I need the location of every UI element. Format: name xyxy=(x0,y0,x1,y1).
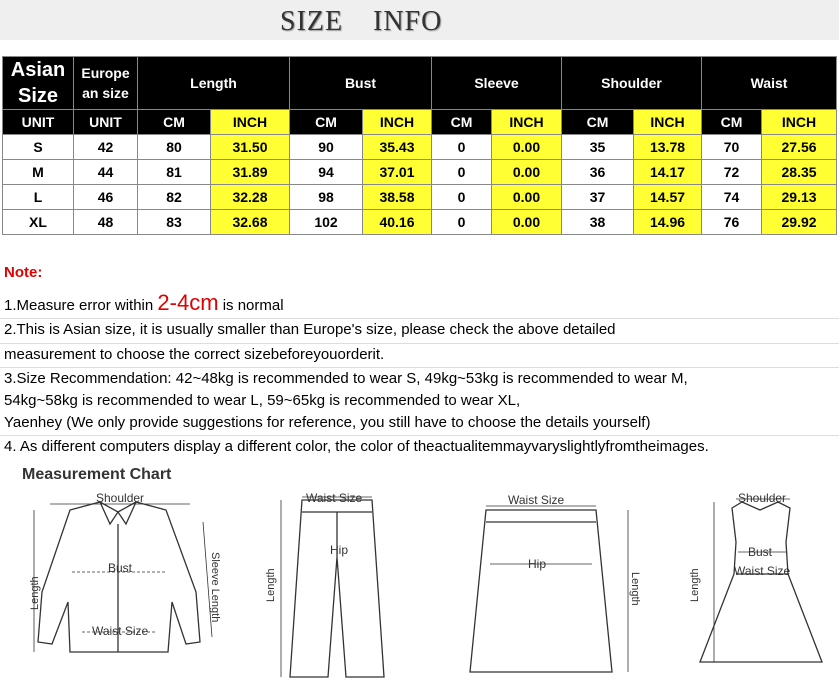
divider xyxy=(0,367,839,368)
shirt-bust-label: Bust xyxy=(108,561,133,575)
divider xyxy=(0,435,839,436)
title-size: SIZE xyxy=(280,6,344,37)
table-cell: 74 xyxy=(702,185,762,210)
table-row xyxy=(3,135,837,160)
table-cell: 38 xyxy=(562,210,634,235)
table-cell: 42 xyxy=(74,135,138,160)
shirt-shoulder-label: Shoulder xyxy=(96,491,145,505)
size-table xyxy=(2,56,837,235)
dress-length-label: Length xyxy=(689,568,701,602)
table-cell: 94 xyxy=(290,160,363,185)
measurement-chart-title: Measurement Chart xyxy=(22,466,172,483)
pants-hip-label: Hip xyxy=(330,543,349,557)
table-cell: 0 xyxy=(432,210,492,235)
table-cell: 44 xyxy=(74,160,138,185)
table-cell: 35 xyxy=(562,135,634,160)
table-cell: 14.96 xyxy=(634,210,702,235)
table-cell: 40.16 xyxy=(363,210,432,235)
table-cell: 31.50 xyxy=(211,135,290,160)
table-cell: 27.56 xyxy=(762,135,837,160)
note-line-6: Yaenhey (We only provide suggestions for reference, you still have to choose the details yourself) xyxy=(4,414,651,431)
title-bar xyxy=(0,0,839,40)
unit-cell: UNIT xyxy=(3,110,74,135)
header-bust: Bust xyxy=(290,57,432,110)
unit-cell: INCH xyxy=(492,110,562,135)
dress-shoulder-label: Shoulder xyxy=(738,491,787,505)
table-row xyxy=(3,160,837,185)
table-cell: 13.78 xyxy=(634,135,702,160)
table-cell: 72 xyxy=(702,160,762,185)
table-cell: 0.00 xyxy=(492,185,562,210)
table-cell: 0.00 xyxy=(492,135,562,160)
unit-cell: INCH xyxy=(634,110,702,135)
table-cell: 37.01 xyxy=(363,160,432,185)
table-cell: 70 xyxy=(702,135,762,160)
unit-cell: INCH xyxy=(211,110,290,135)
measurement-chart xyxy=(0,462,839,692)
shirt-sleeve-label: Sleeve Length xyxy=(209,552,221,623)
shirt-length-label: Length xyxy=(29,576,41,610)
header-row xyxy=(3,57,837,110)
unit-cell: CM xyxy=(702,110,762,135)
unit-cell: CM xyxy=(562,110,634,135)
header-sleeve: Sleeve xyxy=(432,57,562,110)
unit-row xyxy=(3,110,837,135)
table-cell: 14.57 xyxy=(634,185,702,210)
divider xyxy=(0,343,839,344)
table-cell: 76 xyxy=(702,210,762,235)
title-info: INFO xyxy=(373,6,443,37)
table-cell: 83 xyxy=(138,210,211,235)
table-cell: L xyxy=(3,185,74,210)
unit-cell: CM xyxy=(290,110,363,135)
table-cell: 36 xyxy=(562,160,634,185)
header-length: Length xyxy=(138,57,290,110)
unit-cell: CM xyxy=(138,110,211,135)
table-cell: XL xyxy=(3,210,74,235)
note-line-3: measurement to choose the correct sizebeforeyouorderit. xyxy=(4,346,385,363)
table-cell: 32.28 xyxy=(211,185,290,210)
unit-cell: INCH xyxy=(363,110,432,135)
unit-cell: UNIT xyxy=(74,110,138,135)
note-line-7: 4. As different computers display a different color, the color of theactualitemmayvaryslightlyfromtheimages. xyxy=(4,438,709,455)
pants-length-label: Length xyxy=(265,568,277,602)
table-cell: 0 xyxy=(432,135,492,160)
table-cell: 0.00 xyxy=(492,160,562,185)
dress-diagram xyxy=(700,499,822,662)
skirt-hip-label: Hip xyxy=(528,557,547,571)
header-europe-size: Europe an size xyxy=(74,57,138,110)
note-line-2: 2.This is Asian size, it is usually smaller than Europe's size, please check the above detailed xyxy=(4,321,616,338)
table-cell: 29.13 xyxy=(762,185,837,210)
pants-waist-label: Waist Size xyxy=(306,491,363,505)
dress-bust-label: Bust xyxy=(748,545,773,559)
table-cell: 81 xyxy=(138,160,211,185)
table-cell: 35.43 xyxy=(363,135,432,160)
unit-cell: INCH xyxy=(762,110,837,135)
note-title: Note: xyxy=(4,264,43,281)
note-line-4: 3.Size Recommendation: 42~48kg is recommended to wear S, 49kg~53kg is recommended to wear M, xyxy=(4,370,688,387)
table-cell: 0.00 xyxy=(492,210,562,235)
skirt-waist-label: Waist Size xyxy=(508,493,565,507)
table-cell: 102 xyxy=(290,210,363,235)
table-cell: 28.35 xyxy=(762,160,837,185)
table-cell: 90 xyxy=(290,135,363,160)
note-line-1-highlight: 2-4cm xyxy=(157,290,219,315)
pants-diagram xyxy=(281,497,384,677)
divider xyxy=(0,318,839,319)
shirt-waist-label: Waist Size xyxy=(92,624,149,638)
table-cell: 14.17 xyxy=(634,160,702,185)
table-cell: M xyxy=(3,160,74,185)
table-cell: 32.68 xyxy=(211,210,290,235)
header-asian-size: Asian Size xyxy=(3,57,74,110)
header-shoulder: Shoulder xyxy=(562,57,702,110)
table-cell: 98 xyxy=(290,185,363,210)
table-row xyxy=(3,185,837,210)
note-line-1-a: 1.Measure error within xyxy=(4,297,158,314)
note-line-5: 54kg~58kg is recommended to wear L, 59~65kg is recommended to wear XL, xyxy=(4,392,521,409)
table-cell: 82 xyxy=(138,185,211,210)
skirt-length-label: Length xyxy=(629,572,641,606)
table-cell: 31.89 xyxy=(211,160,290,185)
table-cell: 29.92 xyxy=(762,210,837,235)
table-cell: 80 xyxy=(138,135,211,160)
table-cell: 38.58 xyxy=(363,185,432,210)
header-waist: Waist xyxy=(702,57,837,110)
note-line-1 xyxy=(4,290,284,316)
table-cell: 0 xyxy=(432,185,492,210)
unit-cell: CM xyxy=(432,110,492,135)
table-cell: 46 xyxy=(74,185,138,210)
measurement-diagrams xyxy=(0,462,839,692)
table-cell: 48 xyxy=(74,210,138,235)
skirt-diagram xyxy=(470,506,628,672)
note-line-1-c: is normal xyxy=(218,297,284,314)
dress-waist-label: Waist Size xyxy=(734,564,791,578)
table-cell: S xyxy=(3,135,74,160)
table-row xyxy=(3,210,837,235)
table-cell: 37 xyxy=(562,185,634,210)
table-cell: 0 xyxy=(432,160,492,185)
